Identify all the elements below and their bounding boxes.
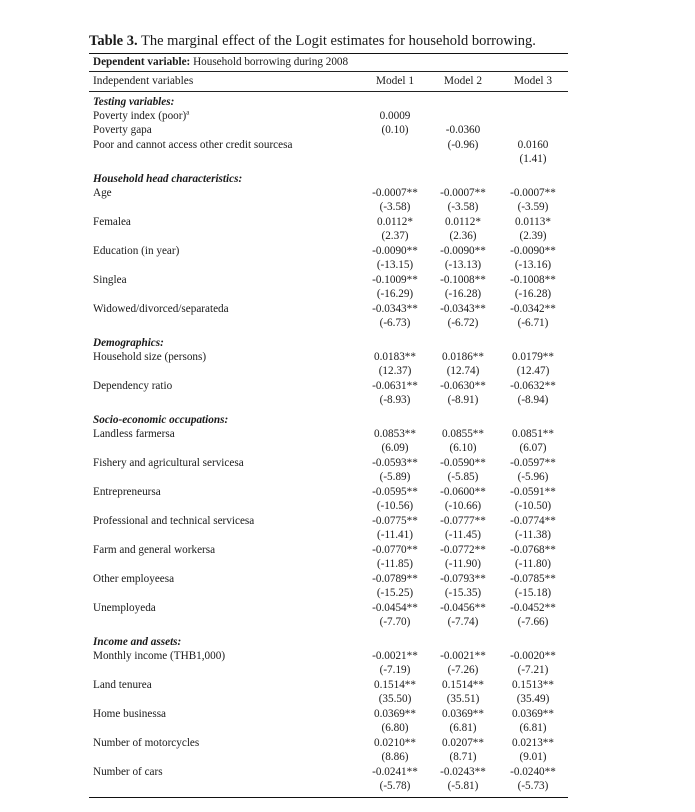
table-row [0, 514, 695, 528]
cell-model-1: -0.0343** [372, 303, 418, 315]
variable-label [93, 186, 112, 200]
cell-model-3: -0.1008** [510, 274, 556, 286]
section-heading: Socio-economic occupations: [93, 414, 229, 426]
table-row [0, 649, 695, 663]
cell-model-1: (-5.89) [379, 471, 411, 483]
cell-model-1: (6.80) [381, 722, 409, 734]
cell-model-2: 0.0369** [442, 708, 484, 720]
tstat-row [0, 393, 695, 407]
cell-model-3: (-10.50) [514, 500, 552, 512]
cell-model-1: (-6.73) [379, 317, 411, 329]
table-row [0, 736, 695, 750]
cell-model-3: (2.39) [519, 230, 547, 242]
cell-model-1: (6.09) [381, 442, 409, 454]
cell-model-3: (-7.66) [517, 616, 549, 628]
cell-model-3: -0.0597** [510, 457, 556, 469]
cell-model-3: -0.0632** [510, 380, 556, 392]
cell-model-1: 0.0009 [379, 110, 411, 122]
header-top-rule [89, 71, 568, 72]
cell-model-1: 0.0369** [374, 708, 416, 720]
table-row [0, 273, 695, 287]
variable-label-text: Household size (persons) [93, 351, 207, 363]
cell-model-2: 0.0112* [445, 216, 481, 228]
tstat-row [0, 441, 695, 455]
variable-label-text: Age [93, 187, 112, 199]
tstat-row [0, 528, 695, 542]
cell-model-2: -0.0243** [440, 766, 486, 778]
cell-model-3: (35.49) [516, 693, 550, 705]
variable-label [93, 138, 292, 152]
variable-label [93, 543, 215, 557]
variable-label [93, 215, 131, 229]
variable-label [93, 514, 254, 528]
variable-label [93, 707, 166, 721]
cell-model-1: 0.0210** [374, 737, 416, 749]
variable-label [93, 572, 174, 586]
cell-model-1: 0.0112* [377, 216, 413, 228]
cell-model-1: (-10.56) [376, 500, 414, 512]
section-heading: Demographics: [93, 337, 164, 349]
table-row [0, 707, 695, 721]
cell-model-3: (-6.71) [517, 317, 549, 329]
table-row [0, 244, 695, 258]
cell-model-2: -0.0343** [440, 303, 486, 315]
cell-model-3: (-5.96) [517, 471, 549, 483]
tstat-row [0, 615, 695, 629]
cell-model-2: 0.0855** [442, 428, 484, 440]
table-row [0, 109, 695, 123]
cell-model-3: -0.0240** [510, 766, 556, 778]
variable-label-text: Home businessa [93, 708, 167, 720]
cell-model-1: (12.37) [378, 365, 412, 377]
table-row [0, 678, 695, 692]
cell-model-1: -0.0241** [372, 766, 418, 778]
cell-model-1: -0.0789** [372, 573, 418, 585]
cell-model-2: (-6.72) [447, 317, 479, 329]
column-header-model-3: Model 3 [513, 75, 553, 87]
cell-model-3: 0.0160 [517, 139, 549, 151]
tstat-row [0, 750, 695, 764]
tstat-row [0, 229, 695, 243]
cell-model-2: -0.0360 [445, 124, 481, 136]
dependent-variable-key: Dependent variable: [93, 56, 191, 68]
cell-model-1: (0.10) [381, 124, 409, 136]
cell-model-3: (6.81) [519, 722, 547, 734]
tstat-row [0, 779, 695, 793]
table-label: Table 3. [89, 33, 138, 49]
table-row [0, 601, 695, 615]
cell-model-3: (-16.28) [514, 288, 552, 300]
cell-model-1: -0.0454** [372, 602, 418, 614]
cell-model-1: 0.1514** [374, 679, 416, 691]
cell-model-2: (-5.81) [447, 780, 479, 792]
cell-model-1: (-11.85) [377, 558, 413, 570]
cell-model-2: -0.0007** [440, 187, 486, 199]
variable-label [93, 427, 175, 441]
section-heading-row [0, 336, 695, 350]
cell-model-2: (2.36) [449, 230, 477, 242]
table-row [0, 456, 695, 470]
cell-model-3: (12.47) [516, 365, 550, 377]
cell-model-3: 0.0369** [512, 708, 554, 720]
cell-model-1: (-11.41) [377, 529, 413, 541]
section-heading-row [0, 635, 695, 649]
variable-label-text: Other employeesa [93, 573, 175, 585]
variable-label-text: Poor and cannot access other credit sourcesa [93, 139, 293, 151]
cell-model-1: -0.0770** [372, 544, 418, 556]
cell-model-1: -0.0595** [372, 486, 418, 498]
variable-label-text: Farm and general workersa [93, 544, 216, 556]
cell-model-3: 0.0113* [515, 216, 551, 228]
table-row [0, 186, 695, 200]
table-row [0, 138, 695, 152]
table-row [0, 350, 695, 364]
cell-model-2: (-16.28) [444, 288, 482, 300]
variable-label [93, 485, 161, 499]
cell-model-2: (-8.91) [447, 394, 479, 406]
cell-model-3: -0.0020** [510, 650, 556, 662]
cell-model-3: 0.1513** [512, 679, 554, 691]
cell-model-2: (-11.45) [445, 529, 481, 541]
variable-label [93, 123, 152, 137]
table-row [0, 379, 695, 393]
variable-label-text: Fishery and agricultural servicesa [93, 457, 244, 469]
cell-model-2: 0.0186** [442, 351, 484, 363]
tstat-row [0, 586, 695, 600]
cell-model-1: (-13.15) [376, 259, 414, 271]
variable-label-text: Dependency ratio [93, 380, 173, 392]
cell-model-3: -0.0591** [510, 486, 556, 498]
cell-model-2: 0.0207** [442, 737, 484, 749]
cell-model-1: 0.0183** [374, 351, 416, 363]
variable-label [93, 678, 152, 692]
variable-label [93, 765, 163, 779]
cell-model-3: -0.0768** [510, 544, 556, 556]
cell-model-3: (-3.59) [517, 201, 549, 213]
cell-model-2: (35.51) [446, 693, 480, 705]
variable-label-text: Poverty index (poor) [93, 110, 187, 122]
cell-model-3: (9.01) [519, 751, 547, 763]
table-row [0, 302, 695, 316]
cell-model-2: (-10.66) [444, 500, 482, 512]
cell-model-2: -0.0793** [440, 573, 486, 585]
variable-label-text: Land tenurea [93, 679, 152, 691]
variable-label [93, 379, 172, 393]
variable-label-text: Number of motorcycles [93, 737, 200, 749]
cell-model-1: (-7.19) [379, 664, 411, 676]
cell-model-3: (-5.73) [517, 780, 549, 792]
cell-model-1: (-8.93) [379, 394, 411, 406]
table-row [0, 215, 695, 229]
bottom-rule [89, 797, 568, 798]
cell-model-3: (-11.80) [515, 558, 551, 570]
variable-label [93, 244, 179, 258]
variable-label [93, 109, 189, 123]
cell-model-1: -0.0090** [372, 245, 418, 257]
cell-model-3: -0.0007** [510, 187, 556, 199]
table-row [0, 427, 695, 441]
tstat-row [0, 499, 695, 513]
dependent-variable-line [93, 56, 348, 68]
cell-model-1: (2.37) [381, 230, 409, 242]
cell-model-2: (-15.35) [444, 587, 482, 599]
variable-label-text: Femalea [93, 216, 131, 228]
cell-model-3: (1.41) [519, 153, 547, 165]
tstat-row [0, 557, 695, 571]
cell-model-2: -0.0600** [440, 486, 486, 498]
cell-model-1: -0.1009** [372, 274, 418, 286]
cell-model-2: (6.81) [449, 722, 477, 734]
cell-model-3: -0.0785** [510, 573, 556, 585]
cell-model-1: 0.0853** [374, 428, 416, 440]
section-heading: Income and assets: [93, 636, 182, 648]
variable-label [93, 601, 156, 615]
column-header-independent: Independent variables [93, 75, 194, 87]
cell-model-3: (-11.38) [515, 529, 551, 541]
table-row [0, 543, 695, 557]
column-header-model-1: Model 1 [375, 75, 415, 87]
cell-model-3: (-13.16) [514, 259, 552, 271]
tstat-row [0, 152, 695, 166]
variable-label [93, 456, 244, 470]
cell-model-2: (12.74) [446, 365, 480, 377]
cell-model-3: (-8.94) [517, 394, 549, 406]
header-bottom-rule [89, 91, 568, 92]
cell-model-1: (-3.58) [379, 201, 411, 213]
cell-model-1: (-7.70) [379, 616, 411, 628]
cell-model-2: 0.1514** [442, 679, 484, 691]
cell-model-3: -0.0774** [510, 515, 556, 527]
cell-model-2: (-5.85) [447, 471, 479, 483]
cell-model-1: (-16.29) [376, 288, 414, 300]
table-row [0, 765, 695, 779]
section-heading: Household head characteristics: [93, 173, 243, 185]
cell-model-1: (8.86) [381, 751, 409, 763]
cell-model-3: (-15.18) [514, 587, 552, 599]
cell-model-2: (-13.13) [444, 259, 482, 271]
variable-label-text: Education (in year) [93, 245, 180, 257]
table-row [0, 572, 695, 586]
cell-model-2: (6.10) [449, 442, 477, 454]
cell-model-3: -0.0090** [510, 245, 556, 257]
cell-model-3: -0.0342** [510, 303, 556, 315]
tstat-row [0, 692, 695, 706]
cell-model-3: (-7.21) [517, 664, 549, 676]
variable-label-text: Landless farmersa [93, 428, 175, 440]
variable-label-text: Poverty gapa [93, 124, 152, 136]
cell-model-2: (-7.74) [447, 616, 479, 628]
cell-model-3: 0.0179** [512, 351, 554, 363]
cell-model-3: (6.07) [519, 442, 547, 454]
cell-model-1: -0.0631** [372, 380, 418, 392]
footnote-marker: a [186, 108, 190, 117]
cell-model-2: -0.1008** [440, 274, 486, 286]
cell-model-1: -0.0021** [372, 650, 418, 662]
table-caption [89, 33, 579, 50]
variable-label-text: Unemployeda [93, 602, 156, 614]
variable-label-text: Widowed/divorced/separateda [93, 303, 229, 315]
tstat-row [0, 258, 695, 272]
variable-label-text: Entrepreneursa [93, 486, 161, 498]
top-rule [89, 53, 568, 54]
tstat-row [0, 316, 695, 330]
variable-label [93, 736, 199, 750]
table-row [0, 123, 695, 137]
tstat-row [0, 200, 695, 214]
cell-model-1: -0.0593** [372, 457, 418, 469]
section-heading: Testing variables: [93, 96, 175, 108]
variable-label-text: Singlea [93, 274, 127, 286]
cell-model-3: -0.0452** [510, 602, 556, 614]
cell-model-1: -0.0007** [372, 187, 418, 199]
cell-model-2: -0.0090** [440, 245, 486, 257]
tstat-row [0, 663, 695, 677]
cell-model-1: (-15.25) [376, 587, 414, 599]
table-title: The marginal effect of the Logit estimates for household borrowing. [141, 33, 536, 49]
tstat-row [0, 721, 695, 735]
tstat-row [0, 470, 695, 484]
cell-model-2: (-11.90) [445, 558, 481, 570]
cell-model-3: 0.0851** [512, 428, 554, 440]
tstat-row [0, 287, 695, 301]
cell-model-2: (-7.26) [447, 664, 479, 676]
variable-label [93, 302, 229, 316]
cell-model-2: -0.0772** [440, 544, 486, 556]
cell-model-2: (-0.96) [447, 139, 479, 151]
cell-model-2: (8.71) [449, 751, 477, 763]
cell-model-2: -0.0590** [440, 457, 486, 469]
dependent-variable-value: Household borrowing during 2008 [193, 56, 349, 68]
variable-label [93, 649, 225, 663]
cell-model-2: -0.0021** [440, 650, 486, 662]
cell-model-2: (-3.58) [447, 201, 479, 213]
cell-model-1: (35.50) [378, 693, 412, 705]
cell-model-2: -0.0456** [440, 602, 486, 614]
cell-model-2: -0.0630** [440, 380, 486, 392]
column-header-model-2: Model 2 [443, 75, 483, 87]
section-heading-row [0, 95, 695, 109]
variable-label-text: Professional and technical servicesa [93, 515, 255, 527]
variable-label-text: Number of cars [93, 766, 163, 778]
cell-model-1: -0.0775** [372, 515, 418, 527]
variable-label [93, 273, 127, 287]
cell-model-3: 0.0213** [512, 737, 554, 749]
tstat-row [0, 364, 695, 378]
section-heading-row [0, 172, 695, 186]
table-row [0, 485, 695, 499]
section-heading-row [0, 413, 695, 427]
variable-label-text: Monthly income (THB1,000) [93, 650, 226, 662]
variable-label [93, 350, 206, 364]
cell-model-1: (-5.78) [379, 780, 411, 792]
cell-model-2: -0.0777** [440, 515, 486, 527]
